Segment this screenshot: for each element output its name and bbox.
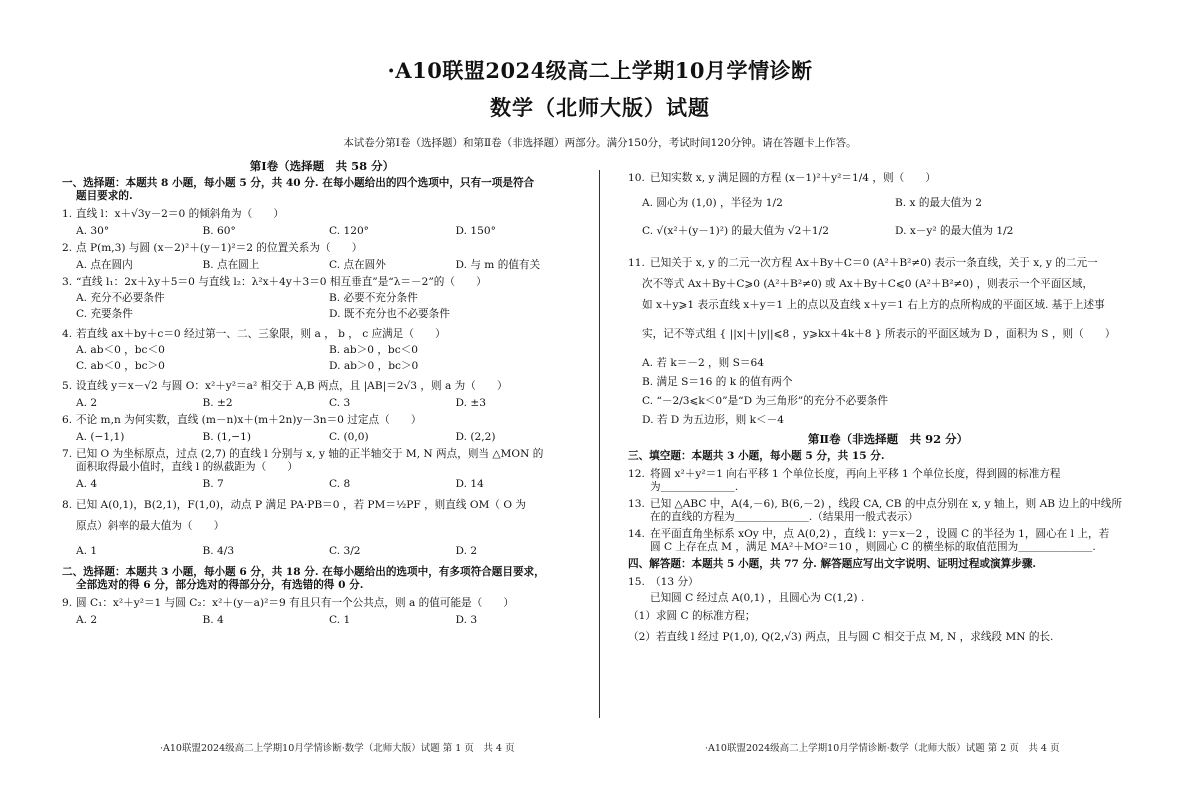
q7-option-a: A. 4 [76, 478, 98, 490]
q6-option-d: D. (2,2) [455, 431, 496, 443]
section2-line1: 二、选择题：本题共 3 小题，每小题 6 分，共 18 分. 在每小题给出的选项中，有多项符合题目要求， [62, 566, 545, 578]
q1-number: 1. [62, 208, 73, 220]
q2-option-a: A. 点在圆内 [76, 259, 133, 271]
section2-line2: 全部选对的得 6 分，部分选对的得部分分，有选错的得 0 分. [76, 579, 364, 591]
question-5 [62, 380, 582, 410]
q3-number: 3. [62, 276, 73, 288]
q15-part1: （1）求圆 C 的标准方程； [628, 610, 756, 622]
q2-option-c: C. 点在圆外 [329, 259, 386, 271]
q12-number: 12. [628, 468, 645, 480]
q3-option-c: C. 充要条件 [76, 308, 133, 320]
q9-option-d: D. 3 [455, 614, 478, 626]
q15-score: （13 分） [650, 576, 699, 588]
q1-option-d: D. 150° [455, 225, 496, 237]
q6-option-b: B. (1,−1) [202, 431, 252, 443]
q4-number: 4. [62, 328, 73, 340]
section4-heading: 四、解答题：本题共 5 小题，共 77 分. 解答题应写出文字说明、证明过程或演算步骤. [628, 558, 1037, 570]
q13-line1: 已知 △ABC 中，A(4,－6), B(6,－2) ，线段 CA, CB 的中点分别在 x, y 轴上，则 AB 边上的中线所 [650, 498, 1122, 510]
column-divider [599, 170, 600, 718]
exam-intro: 本试卷分第Ⅰ卷（选择题）和第Ⅱ卷（非选择题）两部分。满分150分，考试时间120分钟。请在答题卡上作答。 [343, 137, 857, 149]
q12-line1: 将圆 x²＋y²＝1 向右平移 1 个单位长度，再向上平移 1 个单位长度，得到圆的标准方程 [650, 468, 1061, 480]
q3-stem: “直线 l₁：2x＋λy＋5＝0 与直线 l₂：λ²x＋4y＋3＝0 相互垂直”是“λ＝－2”的（ ） [76, 276, 487, 288]
q15-number: 15. [628, 576, 645, 588]
q9-option-a: A. 2 [76, 614, 98, 626]
q1-option-c: C. 120° [329, 225, 369, 237]
q12-line2: 为＿＿＿＿＿＿＿. [650, 481, 739, 493]
q7-number: 7. [62, 448, 73, 460]
q2-option-d: D. 与 m 的值有关 [455, 259, 541, 271]
q7-stem-line2: 面积取得最小值时，直线 l 的纵截距为（ ） [76, 461, 298, 473]
q11-option-b: B. 满足 S＝16 的 k 的值有两个 [642, 376, 793, 388]
q6-option-a: A. (−1,1) [76, 431, 125, 443]
q5-number: 5. [62, 380, 73, 392]
q7-option-b: B. 7 [202, 478, 224, 490]
q2-stem: 点 P(m,3) 与圆 (x－2)²＋(y－1)²＝2 的位置关系为（ ） [76, 242, 363, 254]
q11-line3: 如 x＋y⩾1 表示直线 x＋y＝1 上的点以及直线 x＋y＝1 右上方的点所构成的平面区域. 基于上述事 [642, 299, 1105, 311]
q9-stem: 圆 C₁：x²＋y²＝1 与圆 C₂：x²＋(y－a)²＝9 有且只有一个公共点，则 a 的值可能是（ ） [76, 597, 515, 609]
q5-option-c: C. 3 [329, 397, 351, 409]
q6-option-c: C. (0,0) [329, 431, 369, 443]
exam-subtitle: 数学（北师大版）试题 [490, 95, 710, 120]
question-9 [62, 597, 582, 627]
q3-option-a: A. 充分不必要条件 [76, 292, 165, 304]
q10-stem: 已知实数 x, y 满足圆的方程 (x－1)²＋y²＝1/4 ，则（ ） [650, 172, 936, 184]
q10-option-b: B. x 的最大值为 2 [895, 197, 982, 209]
q1-option-b: B. 60° [202, 225, 236, 237]
section3-heading: 三、填空题：本题共 3 小题，每小题 5 分，共 15 分. [628, 450, 885, 462]
q4-option-d: D. ab＞0 ，bc＞0 [329, 360, 419, 372]
q3-option-d: D. 既不充分也不必要条件 [329, 308, 450, 320]
q15-part2: （2）若直线 l 经过 P(1,0), Q(2,√3) 两点，且与圆 C 相交于点 M, N ，求线段 MN 的长. [628, 631, 1054, 643]
footer-page-1: ·A10联盟2024级高二上学期10月学情诊断·数学（北师大版）试题 第 1 页 共 4 页 [160, 743, 515, 754]
part1-title: 第Ⅰ卷（选择题 共 58 分） [249, 159, 395, 173]
q8-option-b: B. 4/3 [202, 545, 235, 557]
q6-number: 6. [62, 414, 73, 426]
q5-stem: 设直线 y＝x－√2 与圆 O：x²＋y²＝a² 相交于 A,B 两点，且 |AB|＝2√3 ，则 a 为（ ） [76, 380, 508, 392]
question-11 [628, 257, 1148, 427]
q5-option-a: A. 2 [76, 397, 98, 409]
q9-number: 9. [62, 597, 73, 609]
q3-option-b: B. 必要不充分条件 [329, 292, 418, 304]
exam-title: ·A10联盟2024级高二上学期10月学情诊断 [387, 58, 813, 83]
section1-heading [62, 177, 582, 203]
q8-option-d: D. 2 [455, 545, 478, 557]
question-8 [62, 499, 582, 558]
section2-heading [62, 566, 582, 592]
question-2 [62, 242, 582, 272]
q11-line1: 已知关于 x, y 的二元一次方程 Ax＋By＋C＝0 (A²＋B²≠0) 表示一条直线，关于 x, y 的二元一 [650, 257, 1098, 269]
question-12 [628, 468, 1148, 494]
right-column [628, 172, 1148, 648]
q1-option-a: A. 30° [76, 225, 110, 237]
q6-stem: 不论 m,n 为何实数，直线 (m－n)x＋(m＋2n)y－3n＝0 过定点（ ） [76, 414, 422, 426]
q10-option-a: A. 圆心为 (1,0) ，半径为 1/2 [642, 197, 783, 209]
q10-number: 10. [628, 172, 645, 184]
question-3 [62, 276, 582, 324]
part2-title: 第Ⅱ卷（非选择题 共 92 分） [807, 432, 969, 446]
q13-line2: 在的直线的方程为＿＿＿＿＿＿＿.（结果用一般式表示） [650, 511, 919, 523]
q11-option-a: A. 若 k＝－2 ，则 S＝64 [642, 357, 764, 369]
q10-option-c: C. √(x²＋(y－1)²) 的最大值为 √2＋1/2 [642, 225, 829, 237]
q4-option-a: A. ab＜0 ，bc＜0 [76, 344, 165, 356]
q14-line1: 在平面直角坐标系 xOy 中，点 A(0,2) ，直线 l：y＝x－2 ，设圆 C 的半径为 1，圆心在 l 上，若 [650, 528, 1110, 540]
q14-line2: 圆 C 上存在点 M ，满足 MA²＋MO²＝10 ，则圆心 C 的横坐标的取值范围为＿＿＿＿＿＿＿. [650, 541, 1096, 553]
q2-number: 2. [62, 242, 73, 254]
q8-stem-line2: 原点）斜率的最大值为（ ） [76, 520, 225, 532]
section1-line1: 一、选择题：本题共 8 小题，每小题 5 分，共 40 分. 在每小题给出的四个选项中，只有一项是符合 [62, 177, 535, 189]
q7-option-c: C. 8 [329, 478, 351, 490]
question-7 [62, 448, 582, 491]
q11-line4: 实，记不等式组 { ||x|＋|y||⩽8 ，y⩾kx＋4k＋8 } 所表示的平面区域为 D ，面积为 S ，则（ ） [642, 328, 1116, 340]
question-1 [62, 208, 582, 238]
q4-option-c: C. ab＜0 ，bc＞0 [76, 360, 165, 372]
q7-stem-line1: 已知 O 为坐标原点，过点 (2,7) 的直线 l 分别与 x, y 轴的正半轴交于 M, N 两点，则当 △MON 的 [76, 448, 544, 460]
q4-option-b: B. ab＞0 ，bc＜0 [329, 344, 418, 356]
q10-option-d: D. x－y² 的最大值为 1/2 [895, 225, 1014, 237]
q11-line2: 次不等式 Ax＋By＋C⩾0 (A²＋B²≠0) 或 Ax＋By＋C⩽0 (A²＋B²≠0) ，则表示一个平面区域， [642, 278, 1094, 290]
q15-line1: 已知圆 C 经过点 A(0,1) ，且圆心为 C(1,2) . [650, 592, 865, 604]
footer-page-2: ·A10联盟2024级高二上学期10月学情诊断·数学（北师大版）试题 第 2 页 共 4 页 [705, 743, 1060, 754]
q7-option-d: D. 14 [455, 478, 484, 490]
q11-number: 11. [628, 257, 645, 269]
q5-option-b: B. ±2 [202, 397, 233, 409]
question-15 [628, 576, 1148, 644]
q11-option-d: D. 若 D 为五边形，则 k＜－4 [642, 414, 784, 426]
q14-number: 14. [628, 528, 645, 540]
left-column [62, 158, 582, 631]
q9-option-b: B. 4 [202, 614, 224, 626]
q9-option-c: C. 1 [329, 614, 351, 626]
q8-option-a: A. 1 [76, 545, 98, 557]
q1-stem: 直线 l：x＋√3y－2＝0 的倾斜角为（ ） [76, 208, 284, 220]
section1-line2: 题目要求的. [76, 190, 133, 202]
q4-stem: 若直线 ax＋by＋c＝0 经过第一、二、三象限，则 a ， b ， c 应满足（ ） [76, 328, 446, 340]
q8-stem-line1: 已知 A(0,1)，B(2,1)，F(1,0)，动点 P 满足 PA·PB＝0 ，若 PM＝½PF ，则直线 OM（ O 为 [76, 499, 526, 511]
q11-option-c: C. “－2/3⩽k＜0”是“D 为三角形”的充分不必要条件 [642, 395, 888, 407]
question-13 [628, 498, 1148, 524]
q8-option-c: C. 3/2 [329, 545, 361, 557]
q13-number: 13. [628, 498, 645, 510]
question-6 [62, 414, 582, 444]
q5-option-d: D. ±3 [455, 397, 486, 409]
q2-option-b: B. 点在圆上 [202, 259, 260, 271]
question-14 [628, 528, 1148, 554]
question-10 [628, 172, 1148, 241]
q8-number: 8. [62, 499, 73, 511]
question-4 [62, 328, 582, 376]
